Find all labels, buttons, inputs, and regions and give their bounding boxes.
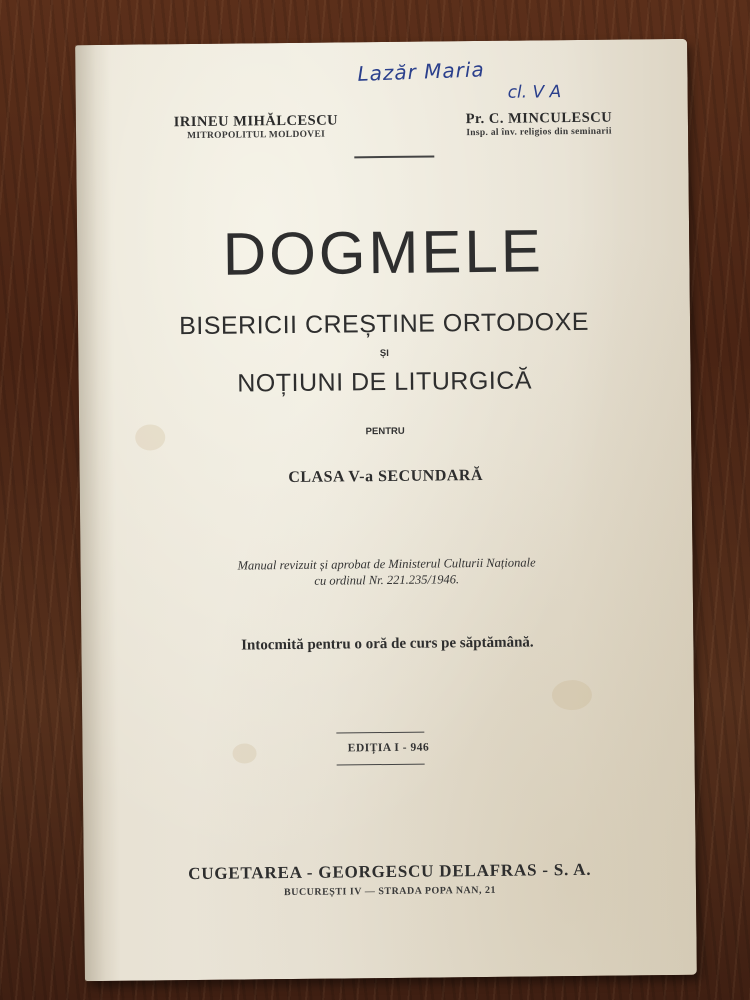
approval-line-2: cu ordinul Nr. 221.235/1946. xyxy=(314,572,460,588)
title-block xyxy=(77,215,690,290)
paper-stain xyxy=(552,680,592,710)
edition-rule-top xyxy=(336,732,424,734)
handwritten-owner-name: Lazăr Maria xyxy=(357,57,486,86)
approval-note xyxy=(80,553,692,591)
subtitle-line-2: NOȚIUNI DE LITURGICĂ xyxy=(237,366,533,398)
course-note: Intocmită pentru o oră de curs pe săptămână. xyxy=(241,634,534,654)
author-left-name: IRINEU MIHĂLCESCU xyxy=(173,112,339,131)
edition-rule-bottom xyxy=(337,764,425,766)
publisher-address: BUCUREȘTI IV — STRADA POPA NAN, 21 xyxy=(283,884,497,899)
author-right-name: Pr. C. MINCULESCU xyxy=(465,109,613,128)
edition-label: EDIȚIA I - 946 xyxy=(347,741,430,755)
for-label: PENTRU xyxy=(365,425,405,438)
book-title: DOGMELE xyxy=(222,217,545,288)
author-right-title: Insp. al înv. religios din seminarii xyxy=(466,126,612,139)
book-cover xyxy=(75,39,697,981)
class-line: CLASA V-a SECUNDARĂ xyxy=(288,466,484,487)
handwritten-class: cl. V A xyxy=(507,82,562,103)
approval-line-1: Manual revizuit și aprobat de Ministerul Culturii Naționale xyxy=(237,555,536,573)
divider-rule xyxy=(354,155,434,157)
conjunction: ȘI xyxy=(379,347,389,360)
book-spine xyxy=(75,45,119,981)
author-right xyxy=(414,109,664,139)
author-left-title: MITROPOLITUL MOLDOVEI xyxy=(187,129,326,142)
author-left xyxy=(136,112,376,142)
publisher-block xyxy=(84,859,696,900)
subtitle-line-1: BISERICII CREȘTINE ORTODOXE xyxy=(178,307,590,341)
publisher-name: CUGETAREA - GEORGESCU DELAFRAS - S. A. xyxy=(188,859,592,884)
